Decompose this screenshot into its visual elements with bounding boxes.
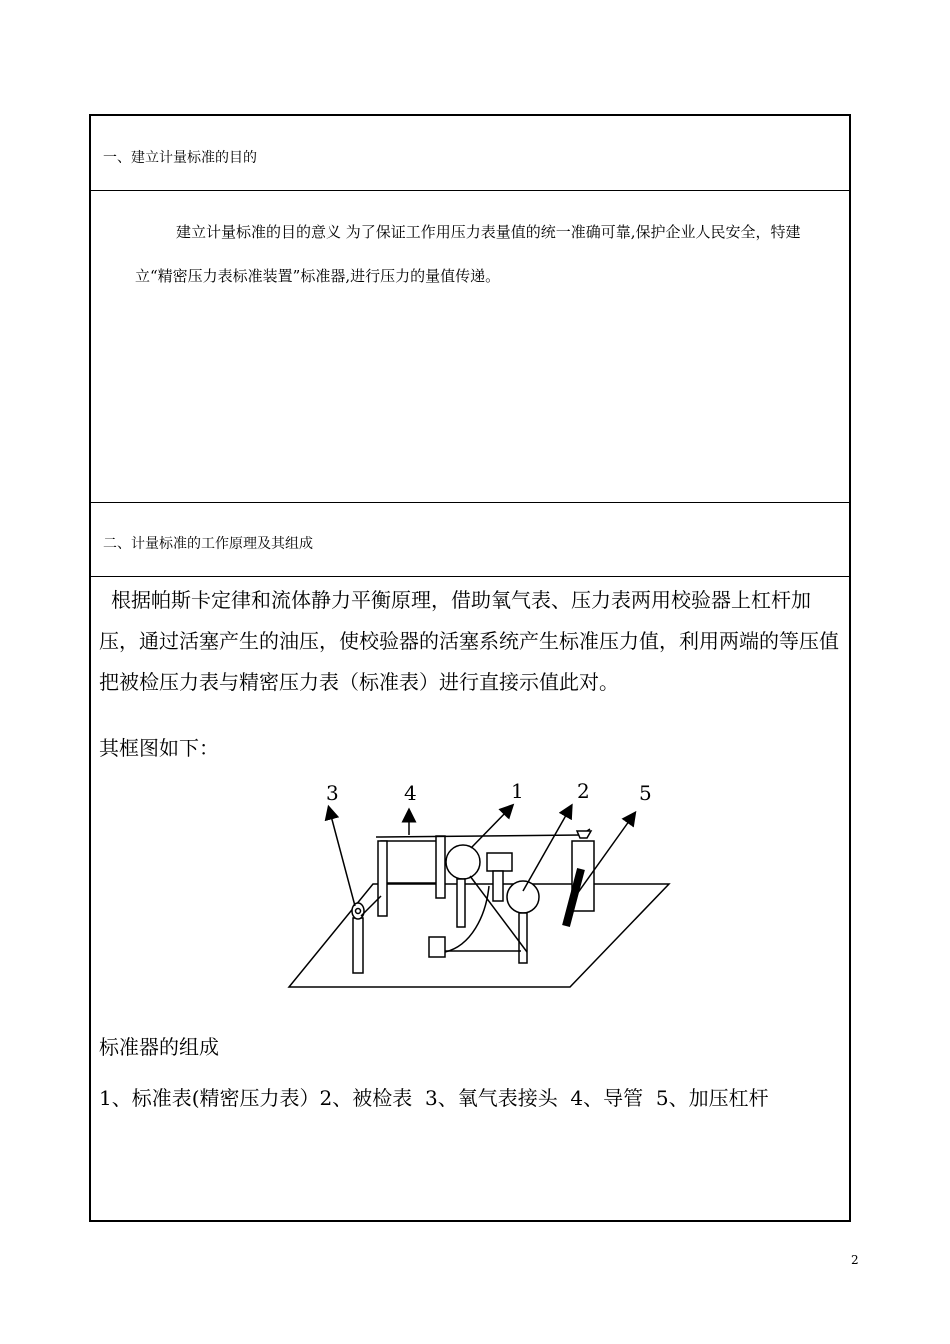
diagram-label-3: 3 [326,781,339,805]
document-table [89,114,851,1222]
section1-heading: 一、建立计量标准的目的 [103,150,257,166]
section1-paragraph: 建立计量标准的目的意义 为了保证工作用压力表量值的统一准确可靠,保护企业人民安全，特建立“精密压力表标准装置”标准器,进行压力的量值传递。 [135,223,801,285]
section2-heading: 二、计量标准的工作原理及其组成 [103,536,313,552]
principle-paragraph: 根据帕斯卡定律和流体静力平衡原理，借助氧气表、压力表两用校验器上杠杆加压，通过活塞产生的油压，使校验器的活塞系统产生标准压力值，利用两端的等压值把被检压力表与精密压力表（标准表）进行直接示值此对。 [99,588,839,694]
composition-list: 1、标准表(精密压力表）2、被检表 3、氧气表接头 4、导管 5、加压杠杆 [99,1086,769,1110]
diagram-label-4: 4 [404,781,417,805]
section2-heading-row [91,502,849,577]
composition-title: 标准器的组成 [99,1035,219,1059]
section1-body-row [91,190,849,503]
diagram-label-2: 2 [577,779,590,803]
page-number: 2 [851,1253,859,1267]
diagram-intro: 其框图如下： [99,736,219,760]
diagram-label-5: 5 [639,781,652,805]
diagram-label-1: 1 [511,779,524,803]
section1-heading-row [91,116,849,191]
apparatus-diagram [91,776,849,1006]
